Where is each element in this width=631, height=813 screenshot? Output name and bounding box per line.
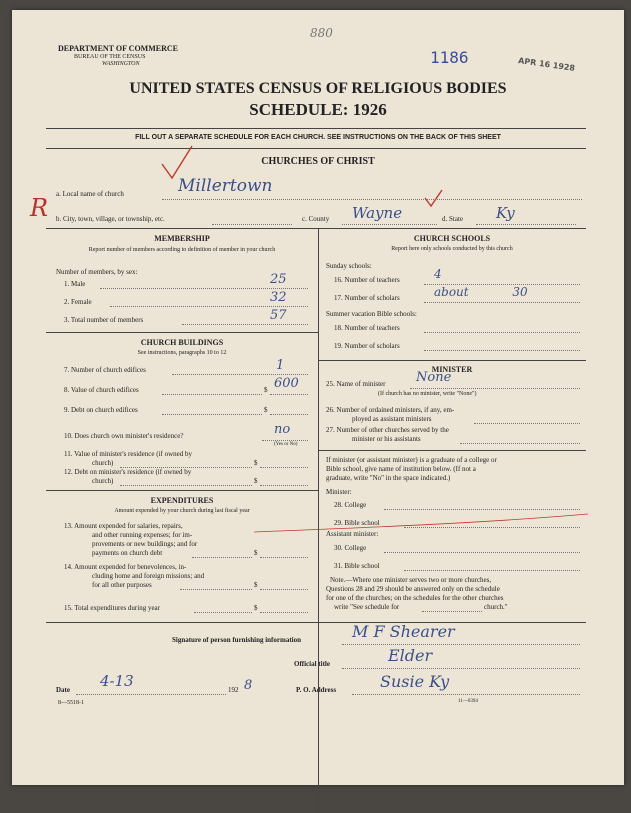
female-label: 2. Female	[64, 298, 92, 306]
q25-label: 25. Name of minister	[326, 380, 386, 388]
q31-label: 31. Bible school	[334, 562, 380, 570]
summer-schools-label: Summer vacation Bible schools:	[326, 310, 417, 318]
note-line-2: Questions 28 and 29 should be answered only on the schedule	[326, 585, 500, 593]
total-members-value: 57	[270, 308, 287, 323]
q10-label: 10. Does church own minister's residence?	[64, 432, 184, 440]
assistant-minister-label: Assistant minister:	[326, 530, 379, 538]
stamp-number: 1186	[430, 48, 469, 67]
q11-label: 11. Value of minister's residence (if owned by	[64, 450, 193, 458]
red-stroke-mark	[252, 510, 592, 540]
q25-value: None	[416, 370, 452, 385]
q14-label: 14. Amount expended for benevolences, in-	[64, 563, 187, 571]
q26-label: 26. Number of ordained ministers, if any, em-	[326, 406, 455, 414]
q14-dollar: $	[254, 581, 258, 589]
signature-value: M F Shearer	[352, 622, 455, 641]
q15-dollar: $	[254, 604, 258, 612]
q28-label: 28. College	[334, 501, 367, 509]
q11-label-2: church)	[92, 459, 114, 467]
q13-label: 13. Amount expended for salaries, repairs,	[64, 522, 183, 530]
buildings-heading: CHURCH BUILDINGS	[140, 338, 224, 347]
graduate-instruction: If minister (or assistant minister) is a graduate of a college or	[326, 456, 497, 464]
q13-dollar: $	[254, 549, 258, 557]
year-prefix: 192	[228, 686, 239, 694]
date-label: Date	[56, 686, 70, 694]
total-members-label: 3. Total number of members	[64, 316, 144, 324]
q12-label-2: church)	[92, 477, 114, 485]
q14-label-3: for all other purposes	[92, 581, 152, 589]
membership-sub: Report number of members according to definition of member in your church	[88, 247, 276, 253]
q9-dollar: $	[264, 406, 268, 414]
q18-label: 18. Number of teachers	[334, 324, 400, 332]
q13-label-3: provements or new buildings; and for	[92, 540, 198, 548]
year-value: 8	[244, 678, 253, 693]
q12-dollar: $	[254, 477, 258, 485]
signature-label: Signature of person furnishing information	[172, 636, 301, 644]
q15-label: 15. Total expenditures during year	[64, 604, 160, 612]
address-label: P. O. Address	[296, 686, 337, 694]
q7-value: 1	[276, 358, 285, 373]
q16-value: 4	[434, 267, 442, 281]
q14-label-2: cluding home and foreign missions; and	[92, 572, 205, 580]
male-label: 1. Male	[64, 280, 86, 288]
local-name-label: a. Local name of church	[56, 190, 124, 198]
date-value: 4-13	[100, 672, 134, 690]
denomination-heading: CHURCHES OF CHRIST	[261, 156, 375, 167]
q12-label: 12. Debt on minister's residence (if owned by	[64, 468, 192, 476]
q17-label: 17. Number of scholars	[334, 294, 400, 302]
q9-label: 9. Debt on church edifices	[64, 406, 138, 414]
q25-note: (If church has no minister, write "None")	[378, 391, 477, 397]
q27-label: 27. Number of other churches served by the	[326, 426, 449, 434]
schools-sub: Report here only schools conducted by this church	[391, 246, 513, 252]
official-title-value: Elder	[388, 646, 433, 665]
q19-label: 19. Number of scholars	[334, 342, 400, 350]
minister-sub-label: Minister:	[326, 488, 352, 496]
city-field-label: b. City, town, village, or township, etc.	[56, 215, 165, 223]
note-line-5: church."	[484, 603, 508, 611]
graduate-instruction-2: Bible school, give name of institution below. (If not a	[326, 465, 476, 473]
note-line-4: write "See schedule for	[334, 603, 400, 611]
date-stamp: APR 16 1928	[517, 56, 576, 73]
q29-label: 29. Bible school	[334, 519, 380, 527]
q27-label-2: minister or his assistants	[352, 435, 421, 443]
schools-heading: CHURCH SCHOOLS	[413, 234, 491, 243]
q11-dollar: $	[254, 459, 258, 467]
sunday-schools-label: Sunday schools:	[326, 262, 372, 270]
q17-value: about 30	[434, 285, 528, 299]
buildings-sub: See instructions, paragraphs 10 to 12	[137, 350, 227, 356]
minister-heading: MINISTER	[431, 365, 473, 374]
membership-heading: MEMBERSHIP	[154, 234, 210, 243]
q8-dollar: $	[264, 386, 268, 394]
county-label: c. County	[302, 215, 330, 223]
q26-label-2: ployed as assistant ministers	[352, 415, 432, 423]
graduate-instruction-3: graduate, write "No" in the space indicated.)	[326, 474, 451, 482]
q7-label: 7. Number of church edifices	[64, 366, 146, 374]
official-title-label: Official title	[294, 660, 330, 668]
female-value: 32	[270, 290, 287, 305]
city-label: WASHINGTON	[102, 61, 140, 67]
note-line-1: Note.—Where one minister serves two or more churches,	[330, 576, 492, 584]
expenditures-heading: EXPENDITURES	[150, 496, 214, 505]
instruction-line: FILL OUT A SEPARATE SCHEDULE FOR EACH CHURCH. SEE INSTRUCTIONS ON THE BACK OF THIS SHEET	[135, 134, 501, 141]
address-value: Susie Ky	[380, 672, 450, 691]
q8-label: 8. Value of church edifices	[64, 386, 139, 394]
schedule-title: SCHEDULE: 1926	[249, 100, 387, 119]
handwritten-number: 880	[310, 26, 333, 40]
form-number: 8—5518-1	[58, 700, 84, 706]
form-title: UNITED STATES CENSUS OF RELIGIOUS BODIES	[129, 80, 507, 97]
q16-label: 16. Number of teachers	[334, 276, 400, 284]
print-code: 11—0394	[458, 699, 478, 704]
census-schedule-paper	[12, 10, 624, 785]
local-name-value: Millertown	[178, 176, 273, 196]
q13-label-2: and other running expenses; for im-	[92, 531, 193, 539]
department-label: DEPARTMENT OF COMMERCE	[58, 44, 179, 53]
state-label: d. State	[442, 215, 463, 223]
q10-note: (Yes or No)	[274, 442, 298, 447]
bureau-label: BUREAU OF THE CENSUS	[74, 54, 146, 60]
state-value: Ky	[496, 204, 515, 222]
q8-value: 600	[274, 376, 299, 391]
county-value: Wayne	[352, 204, 403, 222]
by-sex-label: Number of members, by sex:	[56, 268, 138, 276]
q10-value: no	[274, 422, 291, 437]
expenditures-sub: Amount expended by your church during last fiscal year	[114, 508, 250, 514]
note-line-3: for one of the churches; on the schedules for the other churches	[326, 594, 504, 602]
male-value: 25	[270, 272, 287, 287]
q30-label: 30. College	[334, 544, 367, 552]
red-r-mark: R	[30, 194, 49, 222]
q13-label-4: payments on church debt	[92, 549, 163, 557]
